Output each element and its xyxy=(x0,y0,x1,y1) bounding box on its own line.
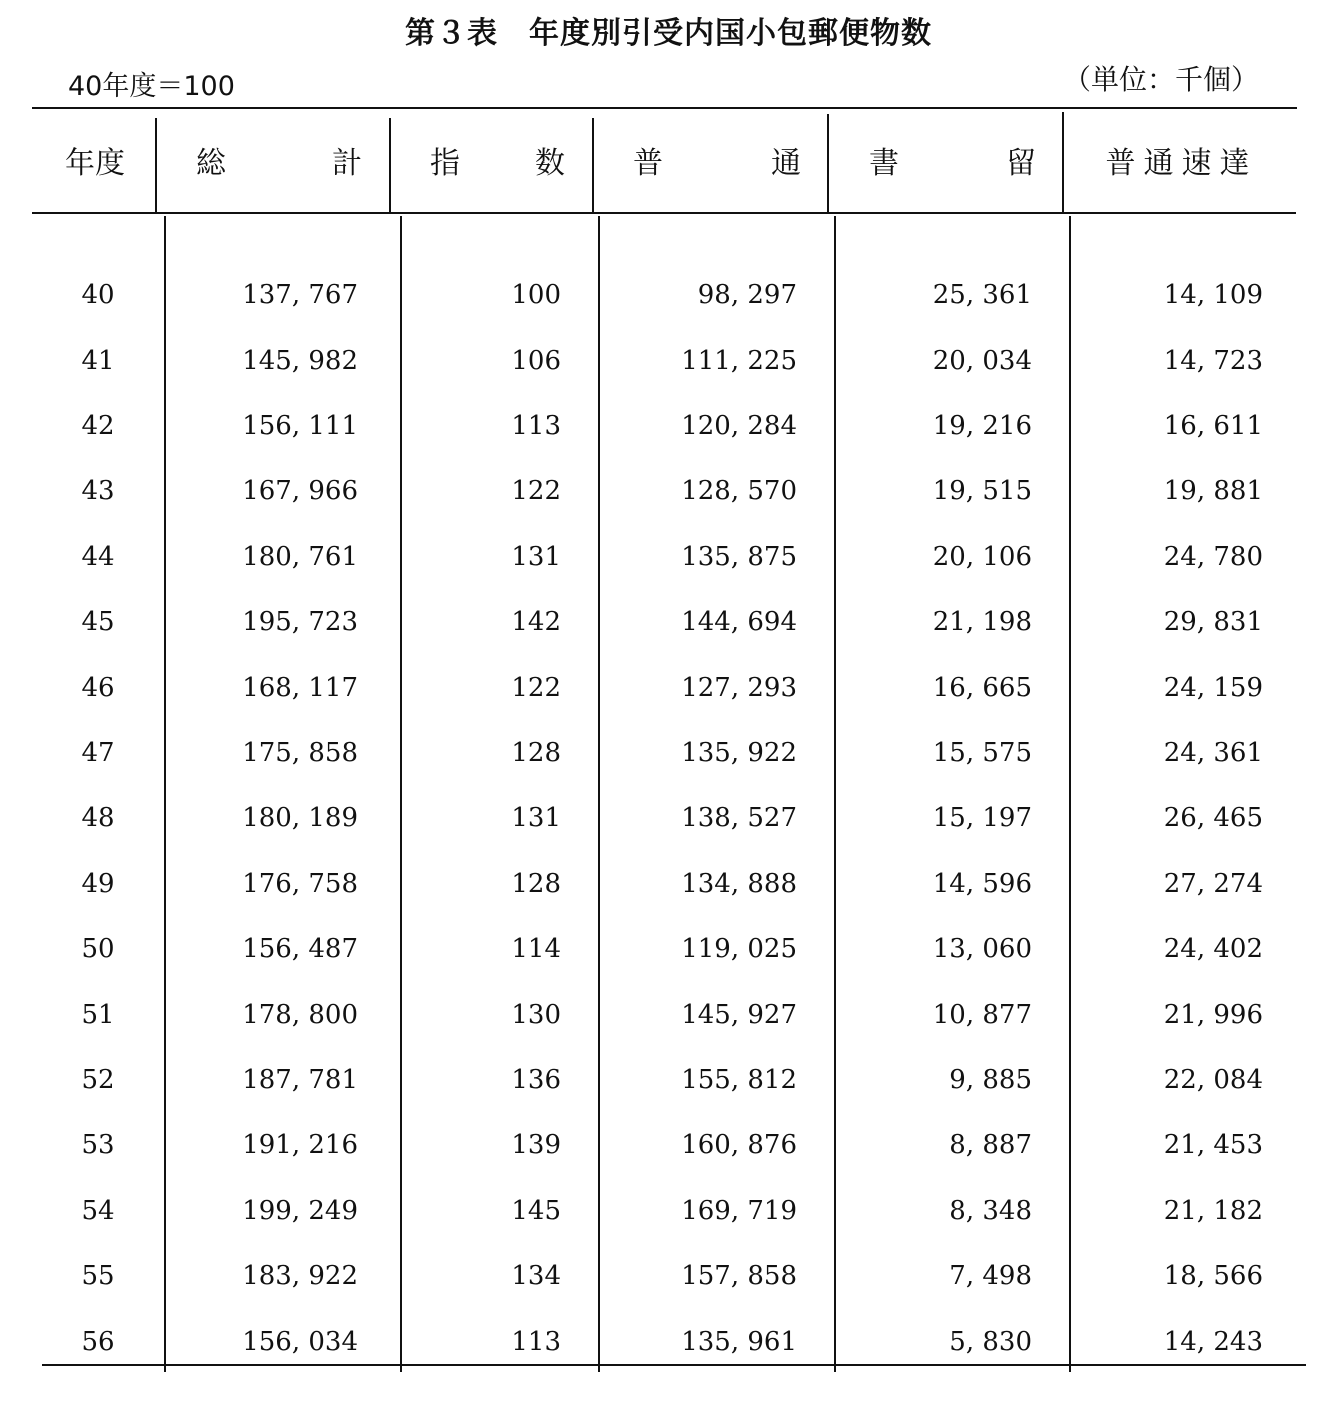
cell-express: 29, 831 xyxy=(1163,607,1263,638)
cell-year: 50 xyxy=(81,934,115,965)
cell-registered: 14, 596 xyxy=(932,868,1032,899)
cell-registered: 15, 197 xyxy=(932,803,1032,834)
cell-total: 156, 034 xyxy=(242,1326,358,1357)
header-registered: 書 留 xyxy=(869,146,1036,181)
cell-registered: 15, 575 xyxy=(932,738,1032,769)
table-row xyxy=(32,720,1297,785)
cell-ordinary: 128, 570 xyxy=(681,476,797,507)
cell-ordinary: 119, 025 xyxy=(681,934,797,965)
cell-registered: 5, 830 xyxy=(949,1326,1032,1357)
cell-registered: 7, 498 xyxy=(949,1261,1032,1292)
cell-registered: 19, 515 xyxy=(932,476,1032,507)
cell-ordinary: 98, 297 xyxy=(697,280,797,310)
table-row xyxy=(32,328,1297,393)
cell-ordinary: 160, 876 xyxy=(681,1130,797,1161)
cell-year: 52 xyxy=(81,1064,115,1095)
table-row xyxy=(32,1243,1297,1308)
cell-express: 18, 566 xyxy=(1163,1261,1263,1292)
cell-total: 191, 216 xyxy=(242,1130,358,1161)
header-index: 指 数 xyxy=(430,146,565,181)
table-row xyxy=(32,786,1297,851)
cell-total: 180, 189 xyxy=(242,803,358,834)
parcel-statistics-table xyxy=(32,108,1297,1374)
cell-ordinary: 144, 694 xyxy=(681,607,797,638)
cell-registered: 13, 060 xyxy=(932,934,1032,965)
cell-index: 106 xyxy=(511,345,561,376)
table-row xyxy=(32,212,1297,328)
cell-year: 42 xyxy=(81,411,115,442)
cell-registered: 9, 885 xyxy=(949,1064,1032,1095)
cell-registered: 25, 361 xyxy=(932,280,1032,310)
cell-registered: 8, 348 xyxy=(949,1195,1032,1226)
cell-index: 113 xyxy=(511,1326,561,1357)
cell-total: 187, 781 xyxy=(242,1064,358,1095)
cell-total: 175, 858 xyxy=(242,738,358,769)
cell-index: 130 xyxy=(511,999,561,1030)
cell-index: 128 xyxy=(511,738,561,769)
cell-year: 56 xyxy=(81,1326,115,1357)
cell-year: 54 xyxy=(81,1195,115,1226)
table-row xyxy=(32,1309,1297,1374)
cell-index: 139 xyxy=(511,1130,561,1161)
header-ordinary: 普 通 xyxy=(633,146,801,181)
cell-registered: 10, 877 xyxy=(932,999,1032,1030)
cell-total: 156, 487 xyxy=(242,934,358,965)
cell-index: 136 xyxy=(511,1064,561,1095)
cell-express: 24, 402 xyxy=(1163,934,1263,965)
cell-express: 21, 453 xyxy=(1163,1130,1263,1161)
cell-express: 14, 723 xyxy=(1163,345,1263,376)
table-header-row xyxy=(32,108,1297,212)
table-row xyxy=(32,459,1297,524)
table-row xyxy=(32,590,1297,655)
cell-registered: 20, 106 xyxy=(932,541,1032,572)
cell-express: 22, 084 xyxy=(1163,1064,1263,1095)
cell-index: 122 xyxy=(511,476,561,507)
cell-total: 176, 758 xyxy=(242,868,358,899)
cell-ordinary: 169, 719 xyxy=(681,1195,797,1226)
table-row xyxy=(32,655,1297,720)
cell-index: 113 xyxy=(511,411,561,442)
cell-index: 114 xyxy=(511,934,561,965)
cell-total: 168, 117 xyxy=(242,672,358,703)
table-row xyxy=(32,982,1297,1047)
cell-registered: 21, 198 xyxy=(932,607,1032,638)
cell-registered: 16, 665 xyxy=(932,672,1032,703)
cell-index: 122 xyxy=(511,672,561,703)
cell-year: 48 xyxy=(81,803,115,834)
cell-ordinary: 135, 961 xyxy=(681,1326,797,1357)
cell-total: 156, 111 xyxy=(242,411,358,442)
cell-ordinary: 111, 225 xyxy=(681,345,797,376)
cell-year: 45 xyxy=(81,607,115,638)
cell-ordinary: 155, 812 xyxy=(681,1064,797,1095)
cell-total: 183, 922 xyxy=(242,1261,358,1292)
table-row xyxy=(32,524,1297,589)
cell-year: 44 xyxy=(81,541,115,572)
cell-express: 26, 465 xyxy=(1163,803,1263,834)
cell-ordinary: 120, 284 xyxy=(681,411,797,442)
cell-ordinary: 135, 922 xyxy=(681,738,797,769)
cell-express: 21, 182 xyxy=(1163,1195,1263,1226)
cell-express: 16, 611 xyxy=(1163,411,1263,442)
cell-express: 24, 780 xyxy=(1163,541,1263,572)
cell-registered: 20, 034 xyxy=(932,345,1032,376)
cell-ordinary: 138, 527 xyxy=(681,803,797,834)
cell-ordinary: 145, 927 xyxy=(681,999,797,1030)
cell-total: 178, 800 xyxy=(242,999,358,1030)
cell-ordinary: 134, 888 xyxy=(681,868,797,899)
cell-total: 180, 761 xyxy=(242,541,358,572)
header-total: 総 計 xyxy=(196,146,362,181)
cell-year: 53 xyxy=(81,1130,115,1161)
cell-ordinary: 127, 293 xyxy=(681,672,797,703)
cell-total: 167, 966 xyxy=(242,476,358,507)
cell-index: 134 xyxy=(511,1261,561,1292)
cell-express: 19, 881 xyxy=(1163,476,1263,507)
cell-express: 24, 361 xyxy=(1163,738,1263,769)
table-row xyxy=(32,1047,1297,1112)
table-row xyxy=(32,1178,1297,1243)
cell-year: 43 xyxy=(81,476,115,507)
cell-index: 131 xyxy=(511,803,561,834)
cell-index: 128 xyxy=(511,868,561,899)
cell-year: 40 xyxy=(81,280,115,310)
cell-index: 131 xyxy=(511,541,561,572)
cell-ordinary: 157, 858 xyxy=(681,1261,797,1292)
cell-express: 14, 243 xyxy=(1163,1326,1263,1357)
cell-year: 47 xyxy=(81,738,115,769)
cell-express: 14, 109 xyxy=(1163,280,1263,310)
cell-total: 145, 982 xyxy=(242,345,358,376)
cell-total: 199, 249 xyxy=(242,1195,358,1226)
table-row xyxy=(32,1113,1297,1178)
table-row xyxy=(32,851,1297,916)
cell-index: 100 xyxy=(511,280,561,310)
table-row xyxy=(32,393,1297,458)
header-year: 年度 xyxy=(65,146,125,181)
cell-express: 24, 159 xyxy=(1163,672,1263,703)
cell-year: 46 xyxy=(81,672,115,703)
table-row xyxy=(32,917,1297,982)
cell-year: 41 xyxy=(81,345,115,376)
cell-registered: 8, 887 xyxy=(949,1130,1032,1161)
cell-year: 51 xyxy=(81,999,115,1030)
cell-express: 27, 274 xyxy=(1163,868,1263,899)
cell-express: 21, 996 xyxy=(1163,999,1263,1030)
cell-registered: 19, 216 xyxy=(932,411,1032,442)
cell-ordinary: 135, 875 xyxy=(681,541,797,572)
cell-total: 195, 723 xyxy=(242,607,358,638)
unit-note: （単位：千個） xyxy=(1062,63,1259,96)
cell-year: 49 xyxy=(81,868,115,899)
cell-index: 145 xyxy=(511,1195,561,1226)
index-basis-note: 40年度＝100 xyxy=(68,71,235,102)
table-title: 第３表 年度別引受内国小包郵便物数 xyxy=(405,16,932,51)
cell-total: 137, 767 xyxy=(242,280,358,310)
cell-index: 142 xyxy=(511,607,561,638)
header-ordinary-express: 普通速達 xyxy=(1105,146,1258,181)
cell-year: 55 xyxy=(81,1261,115,1292)
